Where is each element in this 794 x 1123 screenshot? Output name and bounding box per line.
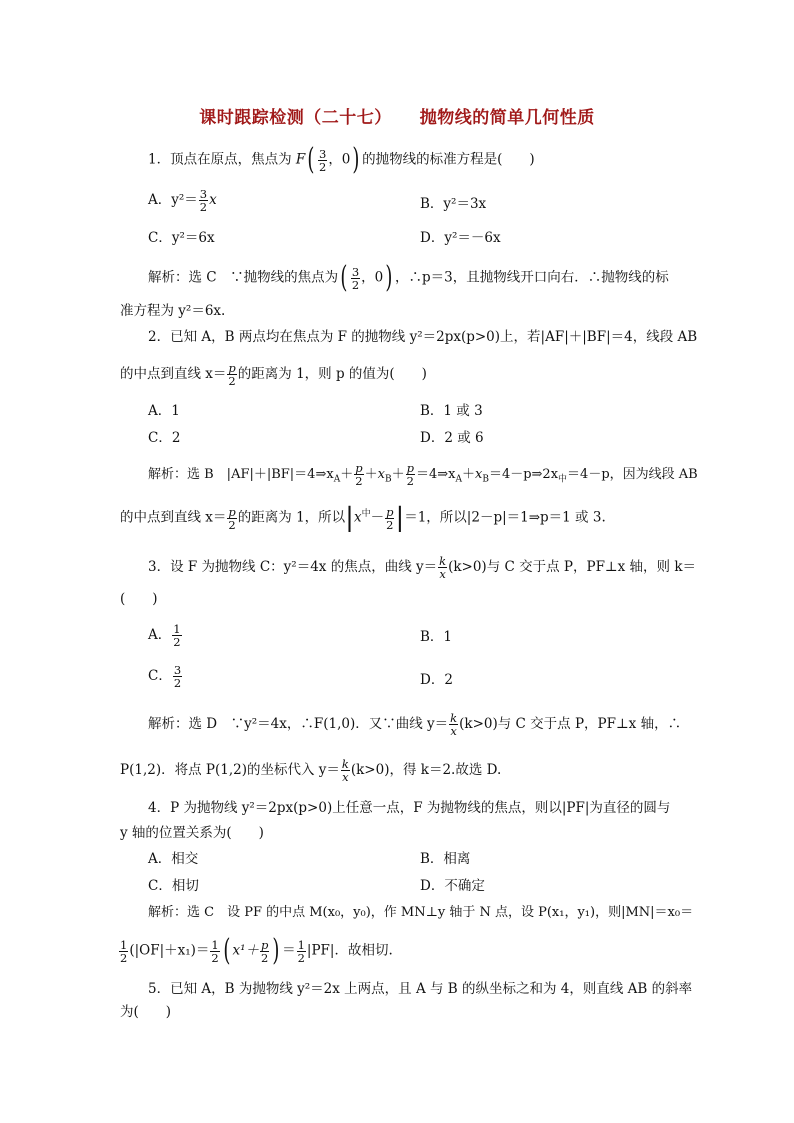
fraction: $\frac{3}{2}$ (318, 146, 327, 174)
q3-option-b: B．1 (420, 629, 453, 645)
q3-solution: 解析：选 D ∵y²＝4x，∴F(1,0)．又∵曲线 y＝ $\frac{k}{x}$ (k>0)与 C 交于点 P，PF⊥x 轴，∴ (148, 711, 682, 738)
q3-stem-cont: ( ) (120, 591, 158, 607)
q1-solution: 解析：选 C ∵抛物线的焦点为( $\frac{3}{2}$ ，0) ，∴p＝3，且抛物线开口向右．∴抛物线的标 (148, 260, 669, 295)
fraction: $\frac{1}{2}$ (211, 937, 219, 965)
fraction: $\frac{3}{2}$ (351, 264, 360, 292)
q1-option-d: D．y²＝－6x (420, 230, 501, 246)
title-sub: 抛物线的简单几何性质 (419, 108, 595, 128)
q5-stem-cont: 为( ) (120, 1004, 172, 1020)
q4-stem: 4．P 为抛物线 y²＝2px(p>0)上任意一点，F 为抛物线的焦点，则以|PF|为直径的圆与 (148, 800, 671, 816)
q1-option-a: A．y²＝ $\frac{3}{2}$ x (148, 187, 217, 214)
q3-solution-cont: P(1,2)．将点 P(1,2)的坐标代入 y＝ $\frac{k}{x}$ (k>0)，得 k＝2.故选 D. (120, 757, 502, 784)
fraction: $\frac{1}{2}$ (297, 937, 305, 965)
q2-solution-cont: 的中点到直线 x＝ $\frac{p}{2}$ 的距离为 1，所以$|x^中-$ $\frac{p}{2}$ |＝1，所以|2－p|＝1⇒p＝1 或 3. (120, 503, 606, 533)
fraction: $\frac{3}{2}$ (173, 663, 182, 690)
q4-option-c: C．相切 (148, 878, 199, 894)
fraction: $\frac{p}{2}$ (228, 361, 236, 388)
fraction: $\frac{k}{x}$ (450, 711, 458, 738)
q1-option-c: C．y²＝6x (148, 230, 215, 246)
title-main: 课时跟踪检测（二十七） (199, 108, 392, 128)
fraction: $\frac{p}{2}$ (406, 461, 414, 488)
q2-stem-cont: 的中点到直线 x＝ $\frac{p}{2}$ 的距离为 1，则 p 的值为( ) (120, 361, 427, 388)
q1-stem: 1．顶点在原点，焦点为 F( $\frac{3}{2}$ ，0) 的抛物线的标准方程是( ) (148, 142, 535, 177)
q2-option-b: B．1 或 3 (420, 403, 483, 419)
fraction: $\frac{p}{2}$ (228, 504, 236, 532)
q5-stem: 5．已知 A，B 为抛物线 y²＝2x 上两点，且 A 与 B 的纵坐标之和为 4，则直线 AB 的斜率 (148, 981, 693, 997)
fraction: $\frac{p}{2}$ (355, 461, 363, 488)
fraction: $\frac{1}{2}$ (173, 622, 181, 649)
q4-option-a: A．相交 (148, 851, 199, 867)
fraction: $\frac{1}{2}$ (120, 937, 128, 965)
q4-solution: 解析：选 C 设 PF 的中点 M(x₀，y₀)，作 MN⊥y 轴于 N 点，设 P(x₁，y₁)，则|MN|＝x₀＝ (148, 905, 694, 920)
q4-solution-cont: $\frac{1}{2}$ (|OF|＋x₁)＝ $\frac{1}{2}$ ( x¹＋ $\frac{p}{2}$ ) ＝ $\frac{1}{2}$ |PF|．故相切. (120, 933, 393, 968)
q3-stem: 3．设 F 为抛物线 C：y²＝4x 的焦点，曲线 y＝ $\frac{k}{x}$ (k>0)与 C 交于点 P，PF⊥x 轴，则 k＝ (148, 554, 697, 581)
q3-option-d: D．2 (420, 672, 453, 688)
q2-option-d: D．2 或 6 (420, 430, 484, 446)
q2-solution: 解析：选 B $|AF|+|BF|=4\Rightarrow x_A+$ $\frac{p}{2}$ $+x_B+$ $\frac{p}{2}$ $=4\Rightarrow x_A+x_B=4-p\Rightarrow 2x_中=4-p$，因为线段 AB (148, 461, 698, 488)
q2-option-a: A．1 (148, 403, 180, 419)
q1-solution-cont: 准方程为 y²＝6x. (120, 303, 226, 319)
q3-option-c: C． $\frac{3}{2}$ (148, 663, 182, 690)
q3-option-a: A． $\frac{1}{2}$ (148, 622, 181, 649)
q4-stem-cont: y 轴的位置关系为( ) (120, 825, 264, 841)
q2-stem: 2．已知 A，B 两点均在焦点为 F 的抛物线 y²＝2px(p>0)上，若|AF|＋|BF|＝4，线段 AB (148, 329, 698, 345)
q2-option-c: C．2 (148, 430, 181, 446)
fraction: $\frac{p}{2}$ (261, 937, 269, 965)
q4-option-b: B．相离 (420, 851, 471, 867)
page-title (0, 103, 794, 128)
fraction: $\frac{3}{2}$ (199, 187, 208, 214)
q1-option-b: B．y²＝3x (420, 196, 487, 212)
fraction: $\frac{k}{x}$ (341, 757, 349, 784)
fraction: $\frac{p}{2}$ (386, 504, 394, 532)
q4-option-d: D．不确定 (420, 878, 485, 894)
fraction: $\frac{k}{x}$ (439, 554, 447, 581)
